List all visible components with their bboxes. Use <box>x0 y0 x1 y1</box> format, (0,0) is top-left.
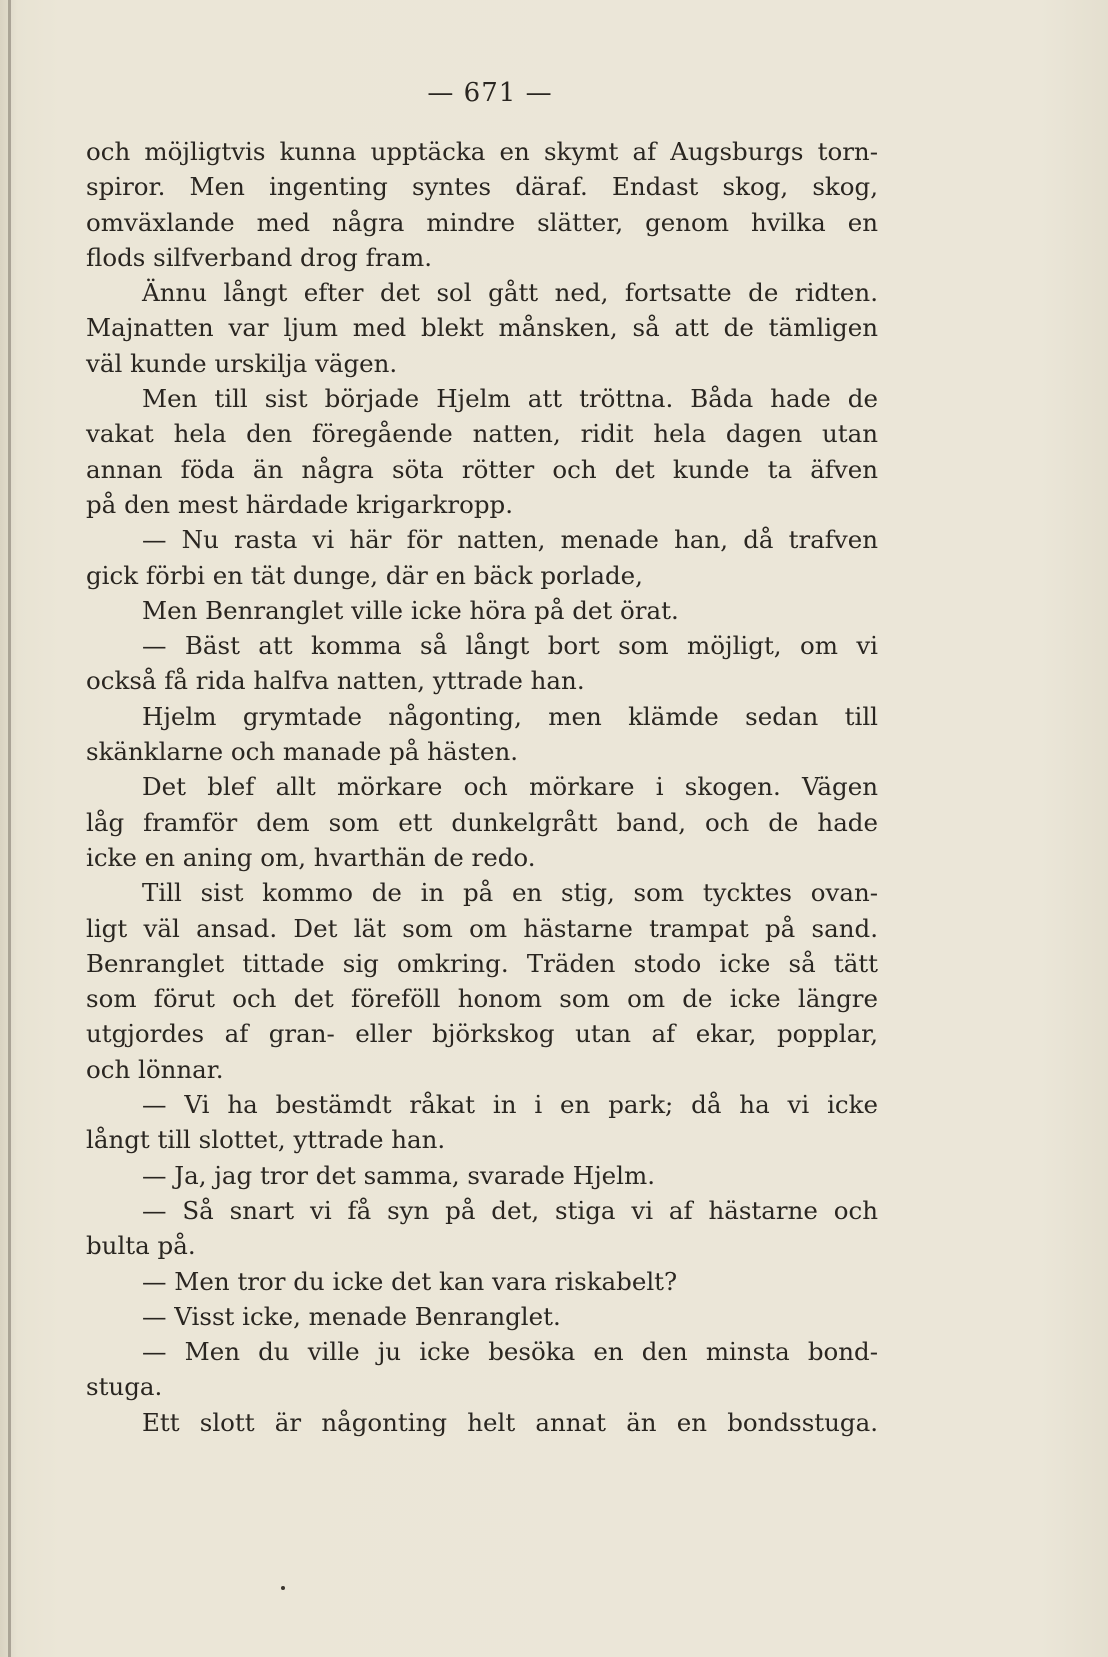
text-line: låg framför dem som ett dunkelgrått band, och de hade <box>86 807 878 837</box>
text-line: — Men tror du icke det kan vara riskabelt? <box>142 1266 678 1296</box>
text-line: icke en aning om, hvarthän de redo. <box>86 842 536 872</box>
text-line: annan föda än några söta rötter och det kunde ta äfven <box>86 454 878 484</box>
text-line: bulta på. <box>86 1231 196 1261</box>
body-text <box>86 134 878 1440</box>
text-line: flods silfverband drog fram. <box>86 242 433 272</box>
text-line: också få rida halfva natten, yttrade han. <box>86 666 585 696</box>
text-line: Till sist kommo de in på en stig, som tycktes ovan- <box>142 878 878 908</box>
text-line: Men Benranglet ville icke höra på det örat. <box>142 595 679 625</box>
text-line: — Vi ha bestämdt råkat in i en park; då ha vi icke <box>142 1090 878 1120</box>
text-line: på den mest härdade krigarkropp. <box>86 489 513 519</box>
text-line: stuga. <box>86 1372 163 1402</box>
text-line: gick förbi en tät dunge, där en bäck porlade, <box>86 560 643 590</box>
text-line: ligt väl ansad. Det lät som om hästarne trampat på sand. <box>86 913 878 943</box>
text-line: — Men du ville ju icke besöka en den minsta bond- <box>142 1337 878 1367</box>
text-line: och lönnar. <box>86 1054 224 1084</box>
text-line: — Ja, jag tror det samma, svarade Hjelm. <box>142 1160 656 1190</box>
text-line: utgjordes af gran- eller björkskog utan af ekar, popplar, <box>86 1019 878 1049</box>
text-line: långt till slottet, yttrade han. <box>86 1125 446 1155</box>
text-line: omväxlande med några mindre slätter, genom hvilka en <box>86 207 878 237</box>
text-line: vakat hela den föregående natten, ridit hela dagen utan <box>86 419 878 449</box>
text-line: Men till sist började Hjelm att tröttna. Båda hade de <box>142 384 878 414</box>
page-number: — 671 — <box>427 78 553 108</box>
text-line: och möjligtvis kunna upptäcka en skymt af Augsburgs torn- <box>86 137 878 166</box>
text-line: — Bäst att komma så långt bort som möjligt, om vi <box>142 631 878 661</box>
text-line: Benranglet tittade sig omkring. Träden stodo icke så tätt <box>86 948 878 978</box>
text-line: — Visst icke, menade Benranglet. <box>142 1301 561 1331</box>
text-line: Det blef allt mörkare och mörkare i skogen. Vägen <box>142 772 878 802</box>
text-line: spiror. Men ingenting syntes däraf. Endast skog, skog, <box>86 172 878 202</box>
text-line: Majnatten var ljum med blekt månsken, så att de tämligen <box>86 313 878 343</box>
text-line: Ett slott är någonting helt annat än en bondsstuga. <box>142 1407 878 1437</box>
page-binding-edge <box>8 0 11 1657</box>
ink-speck <box>281 1586 285 1590</box>
text-line: väl kunde urskilja vägen. <box>86 348 398 378</box>
text-line: Ännu långt efter det sol gått ned, fortsatte de ridten. <box>142 278 878 308</box>
text-line: Hjelm grymtade någonting, men klämde sedan till <box>142 701 878 731</box>
text-line: som förut och det föreföll honom som om de icke längre <box>86 984 878 1014</box>
text-line: skänklarne och manade på hästen. <box>86 737 519 767</box>
text-line: — Nu rasta vi här för natten, menade han, då trafven <box>142 525 878 555</box>
text-line: — Så snart vi få syn på det, stiga vi af hästarne och <box>142 1195 878 1225</box>
